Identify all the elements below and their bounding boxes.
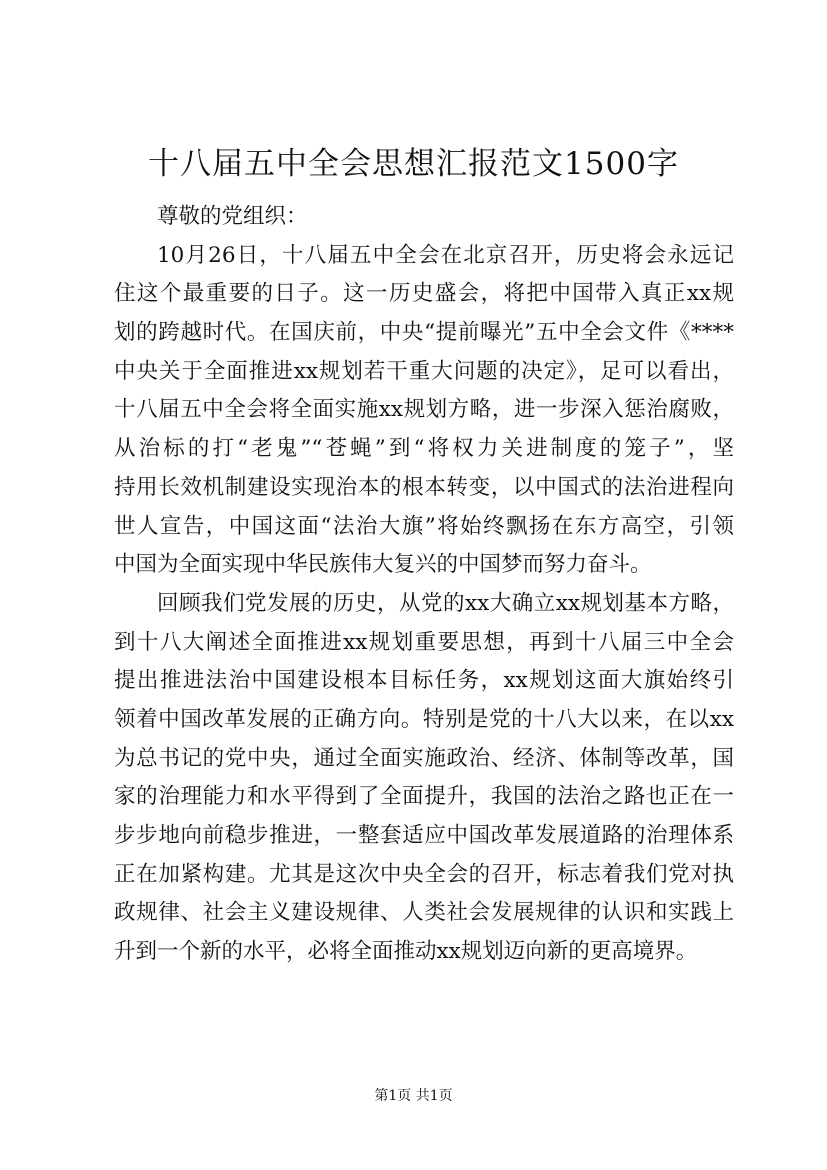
paragraph-line: 家的治理能力和水平得到了全面提升，我国的法治之路也正在一 <box>114 784 734 810</box>
paragraph-line: 步步地向前稳步推进，一整套适应中国改革发展道路的治理体系 <box>114 823 734 848</box>
paragraph-line: 十八届五中全会将全面实施xx规划方略，进一步深入惩治腐败， <box>114 397 734 423</box>
paragraph-line: 住这个最重要的日子。这一历史盛会，将把中国带入真正xx规 <box>114 281 734 307</box>
paragraph-line: 从治标的打“老鬼”“苍蝇”到“将权力关进制度的笼子”，坚 <box>114 436 734 462</box>
paragraph-line: 中国为全面实现中华民族伟大复兴的中国梦而努力奋斗。 <box>114 552 652 578</box>
paragraph-line: 政规律、社会主义建设规律、人类社会发展规律的认识和实践上 <box>114 900 734 926</box>
paragraph-line: 领着中国改革发展的正确方向。特别是党的十八大以来，在以xx <box>114 706 734 732</box>
document-title: 十八届五中全会思想汇报范文1500字 <box>148 146 679 182</box>
document-body <box>114 198 734 972</box>
paragraph-line: 为总书记的党中央，通过全面实施政治、经济、体制等改革，国 <box>114 745 734 771</box>
salutation: 尊敬的党组织： <box>157 204 308 229</box>
paragraph-line: 10月26日，十八届五中全会在北京召开，历史将会永远记 <box>157 242 734 268</box>
page-footer: 第1页 共1页 <box>374 1088 453 1104</box>
paragraph-2 <box>114 585 734 972</box>
paragraph-line: 正在加紧构建。尤其是这次中央全会的召开，标志着我们党对执 <box>114 861 734 887</box>
paragraph-1 <box>114 237 734 585</box>
paragraph-line: 回顾我们党发展的历史，从党的xx大确立xx规划基本方略， <box>157 590 734 616</box>
paragraph-line: 中央关于全面推进xx规划若干重大问题的决定》，足可以看出， <box>114 358 734 384</box>
paragraph-line: 划的跨越时代。在国庆前，中央“提前曝光”五中全会文件《**** <box>114 320 734 346</box>
paragraph-line: 升到一个新的水平，必将全面推动xx规划迈向新的更高境界。 <box>114 939 698 965</box>
paragraph-line: 世人宣告，中国这面“法治大旗”将始终飘扬在东方高空，引领 <box>114 513 734 539</box>
paragraph-line: 到十八大阐述全面推进xx规划重要思想，再到十八届三中全会 <box>114 629 734 655</box>
paragraph-line: 提出推进法治中国建设根本目标任务，xx规划这面大旗始终引 <box>114 668 734 694</box>
paragraph-line: 持用长效机制建设实现治本的根本转变，以中国式的法治进程向 <box>114 474 734 500</box>
